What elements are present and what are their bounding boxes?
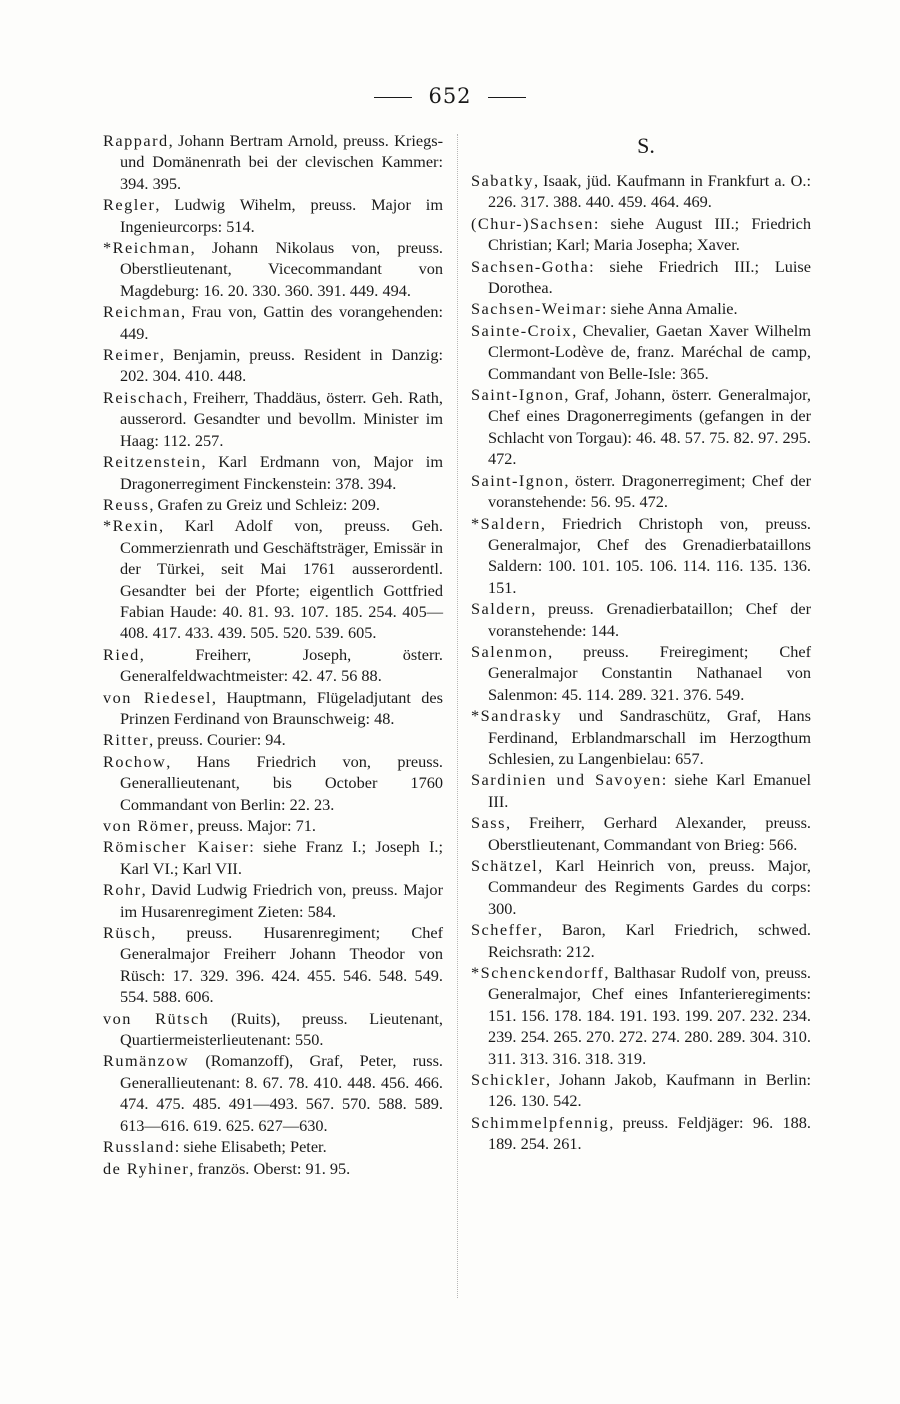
entry-text: : siehe Friedrich III.; Luise Dorothea.: [488, 256, 811, 298]
entry-headword: Schickler: [471, 1070, 546, 1090]
entry-headword: Rumänzow: [103, 1051, 190, 1071]
entry-headword: Römischer Kaiser: [103, 837, 250, 857]
entry-headword: *Saldern: [471, 513, 541, 533]
index-entry: [471, 298, 811, 319]
entry-text: , Freiherr, Thaddäus, österr. Geh. Rath, ausserord. Gesandter und bevollm. Minister im Haag: 112. 257.: [120, 387, 443, 450]
index-entry: [103, 687, 443, 730]
entry-text: und Sandraschütz, Graf, Hans Ferdinand, Erblandmarschall im Herzogthum Schlesien, zu Langenbielau: 657.: [488, 706, 811, 768]
index-entry: [103, 1008, 443, 1051]
index-entry: [471, 320, 811, 384]
entry-text: (Romanzoff), Graf, Peter, russ. Generallieutenant: 8. 67. 78. 410. 448. 456. 466. 474. 475. 485. 491—493. 567. 570. 588. 589. 613—616. 619. 625. 627—630.: [120, 1051, 443, 1135]
index-entry: [471, 598, 811, 641]
index-entry: [103, 130, 443, 194]
entry-text: , Freiherr, Gerhard Alexander, preuss. Oberstlieutenant, Commandant von Brieg: 566.: [488, 813, 811, 854]
index-entry: [471, 705, 811, 769]
entry-text: , Graf, Johann, österr. Generalmajor, Chef eines Dragonerregiments (gefangen in der Schlacht von Torgau): 46. 48. 57. 75. 82. 97. 295. 472.: [488, 385, 811, 469]
index-entry: [103, 922, 443, 1008]
index-entry: [103, 387, 443, 451]
entry-text: , Karl Erdmann von, Major im Dragonerregiment Finckenstein: 378. 394.: [120, 452, 443, 493]
index-entry: [471, 470, 811, 513]
page-header: [0, 84, 900, 108]
index-entry: [103, 194, 443, 237]
entry-text: , Friedrich Christoph von, preuss. Generalmajor, Chef des Grenadierbataillons Saldern: 100. 101. 105. 106. 114. 116. 135. 136. 151.: [488, 513, 811, 597]
entry-headword: Rappard: [103, 131, 169, 150]
entry-headword: Rochow: [103, 751, 167, 771]
entry-text: , französ. Oberst: 91. 95.: [189, 1158, 351, 1178]
index-entry: [471, 919, 811, 962]
entry-headword: Sainte-Croix: [471, 320, 573, 340]
entry-text: , Baron, Karl Friedrich, schwed. Reichsrath: 212.: [488, 920, 811, 961]
entry-headword: von Riedesel: [103, 687, 212, 707]
entry-text: , Hans Friedrich von, preuss. Generallieutenant, bis October 1760 Commandant von Berlin: 22. 23.: [120, 751, 443, 814]
index-entry: [471, 1069, 811, 1112]
entry-headword: Sass: [471, 813, 506, 833]
entry-headword: Russland: [103, 1137, 175, 1157]
entry-headword: Sabatky: [471, 171, 534, 190]
index-entry: [471, 213, 811, 256]
index-entry: [103, 751, 443, 815]
entry-headword: (Chur-)Sachsen: [471, 213, 594, 233]
entry-headword: *Schenckendorff: [471, 963, 605, 983]
entry-headword: Reischach: [103, 387, 184, 407]
entry-headword: Rüsch: [103, 923, 152, 943]
entry-text: (Ruits), preuss. Lieutenant, Quartiermeisterlieutenant: 550.: [120, 1008, 443, 1050]
entry-headword: von Römer: [103, 816, 190, 835]
entry-headword: Saint-Ignon: [471, 385, 565, 405]
index-entry: [103, 729, 443, 750]
entry-headword: Rohr: [103, 880, 142, 900]
index-entry: [103, 237, 443, 301]
index-entry: [103, 1158, 443, 1179]
entry-headword: Sardinien und Savoyen: [471, 770, 662, 790]
entry-text: , preuss. Grenadierbataillon; Chef der voranstehende: 144.: [488, 599, 811, 640]
entry-text: , österr. Dragonerregiment; Chef der voranstehende: 56. 95. 472.: [488, 470, 811, 512]
entry-headword: Ritter: [103, 730, 150, 750]
entry-text: , Hauptmann, Flügeladjutant des Prinzen Ferdinand von Braunschweig: 48.: [120, 687, 443, 728]
entry-headword: Saldern: [471, 599, 532, 619]
index-entry: [103, 515, 443, 643]
column-divider: [457, 134, 458, 1298]
entry-headword: Reuss: [103, 494, 150, 514]
entry-headword: Schimmelpfennig: [471, 1112, 610, 1132]
entry-text: : siehe Franz I.; Joseph I.; Karl VI.; Karl VII.: [120, 837, 443, 878]
entry-headword: Sachsen-Weimar: [471, 299, 602, 319]
entry-headword: de Ryhiner: [103, 1158, 190, 1178]
index-entry: [471, 513, 811, 599]
entry-text: , preuss. Major: 71.: [189, 816, 316, 835]
index-entry: [103, 815, 443, 836]
entry-text: , preuss. Freiregiment; Chef Generalmajor Constantin Nathanael von Salenmon: 45. 114. 289. 321. 376. 549.: [488, 641, 811, 704]
entry-headword: *Rexin: [103, 516, 160, 536]
entry-text: , Frau von, Gattin des vorangehenden: 449.: [120, 302, 443, 343]
index-entry: [103, 879, 443, 922]
entry-text: , Isaak, jüd. Kaufmann in Frankfurt a. O.: 226. 317. 388. 440. 459. 464. 469.: [488, 171, 811, 212]
entry-text: : siehe Elisabeth; Peter.: [174, 1137, 327, 1157]
section-letter-heading: S.: [637, 133, 655, 158]
entry-text: , Johann Jakob, Kaufmann in Berlin: 126. 130. 542.: [488, 1070, 811, 1111]
entry-text: , Chevalier, Gaetan Xaver Wilhelm Clermont-Lodève de, franz. Maréchal de camp, Commandant von Belle-Isle: 365.: [488, 320, 811, 383]
entry-text: , Johann Bertram Arnold, preuss. Kriegs- und Domänenrath bei der clevischen Kammer: 394. 395.: [120, 131, 443, 193]
page-number: 652: [428, 84, 472, 108]
entry-text: , Karl Heinrich von, preuss. Major, Commandeur des Regiments Gardes du corps: 300.: [488, 856, 811, 918]
entry-headword: Schätzel: [471, 856, 539, 875]
index-entry: [103, 344, 443, 387]
entry-headword: Regler: [103, 195, 156, 215]
entry-text: , Grafen zu Greiz und Schleiz: 209.: [149, 494, 380, 514]
header-rule-left: [374, 97, 412, 98]
index-entry: [103, 1050, 443, 1136]
index-entry: [103, 301, 443, 344]
entry-text: , Ludwig Wihelm, preuss. Major im Ingenieurcorps: 514.: [120, 195, 443, 236]
entry-headword: Salenmon: [471, 641, 549, 661]
entry-headword: Sachsen-Gotha: [471, 256, 590, 276]
entry-text: , Benjamin, preuss. Resident in Danzig: 202. 304. 410. 448.: [120, 345, 443, 386]
entry-headword: Scheffer: [471, 920, 538, 940]
entry-text: , David Ludwig Friedrich von, preuss. Major im Husarenregiment Zieten: 584.: [120, 880, 443, 921]
entry-text: , Karl Adolf von, preuss. Geh. Commerzienrath und Geschäftsträger, Emissär in der Türkei, seit Mai 1761 ausserordentl. Gesandter bei der Pforte; eigentlich Gottfried Fabian Haude: 40. 81. 93. 107. 185. 254. 405—408. 417. 433. 439. 505. 520. 539. 605.: [120, 516, 443, 643]
entry-text: , preuss. Courier: 94.: [149, 730, 286, 750]
entry-headword: *Reichman: [103, 238, 191, 258]
entry-headword: Reimer: [103, 345, 160, 365]
entry-headword: Reichman: [103, 302, 182, 322]
index-entry: [103, 494, 443, 515]
index-column-left: [103, 130, 443, 1179]
entry-text: , preuss. Feldjäger: 96. 188. 189. 254. 261.: [488, 1112, 811, 1154]
index-entry: [471, 641, 811, 705]
entry-text: , Johann Nikolaus von, preuss. Oberstlieutenant, Vicecommandant von Magdeburg: 16. 20. 330. 360. 391. 449. 494.: [120, 238, 443, 300]
index-entry: [103, 1136, 443, 1157]
entry-headword: von Rütsch: [103, 1008, 210, 1028]
index-entry: [471, 170, 811, 213]
index-column-right: [471, 130, 811, 1155]
entry-text: , preuss. Husarenregiment; Chef Generalmajor Freiherr Johann Theodor von Rüsch: 17. 329. 396. 424. 455. 546. 548. 549. 554. 588. 606.: [120, 923, 443, 1007]
index-entry: [471, 256, 811, 299]
index-entry: [471, 855, 811, 919]
header-rule-right: [488, 97, 526, 98]
entry-text: : siehe Karl Emanuel III.: [488, 770, 812, 811]
index-entry: [471, 962, 811, 1069]
entry-text: , Freiherr, Joseph, österr. Generalfeldwachtmeister: 42. 47. 56 88.: [120, 644, 443, 686]
index-entry: [103, 451, 443, 494]
index-entry: [103, 644, 443, 687]
entry-text: , Balthasar Rudolf von, preuss. Generalmajor, Chef eines Infanterieregiments: 151. 156. 178. 184. 191. 193. 199. 207. 232. 234. 239. 254. 265. 270. 272. 274. 280. 289. 304. 310. 311. 313. 316. 318. 319.: [488, 963, 811, 1068]
entry-text: : siehe August III.; Friedrich Christian; Karl; Maria Josepha; Xaver.: [488, 213, 811, 255]
entry-headword: Saint-Ignon: [471, 470, 565, 490]
index-entry: [471, 1112, 811, 1155]
index-entry: [103, 836, 443, 879]
index-entry: [471, 769, 811, 812]
entry-headword: Ried: [103, 644, 140, 664]
entry-headword: Reitzenstein: [103, 452, 202, 472]
entry-text: : siehe Anna Amalie.: [601, 299, 738, 319]
index-entry: [471, 812, 811, 855]
index-entry: [471, 384, 811, 470]
entry-headword: *Sandrasky: [471, 706, 562, 726]
